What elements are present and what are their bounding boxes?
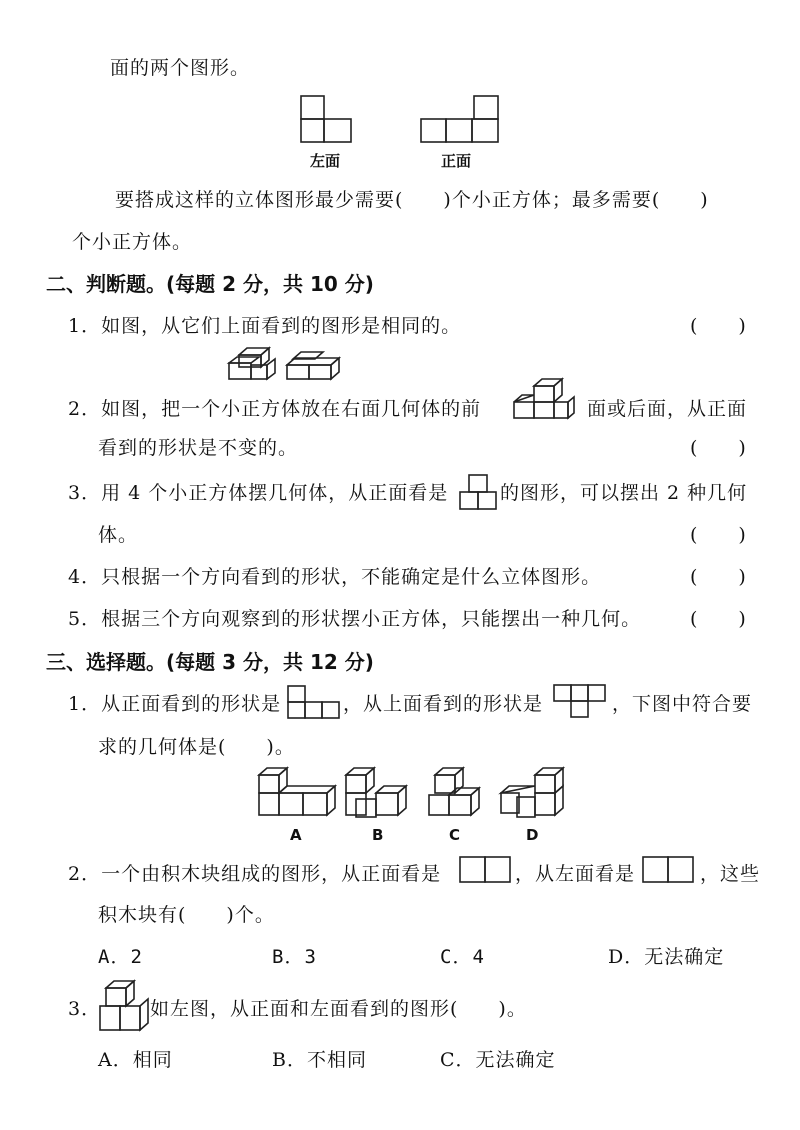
intro-line-1: 面的两个图形。: [110, 57, 251, 79]
s3-q2-left-view-figure: [642, 856, 698, 886]
s3-q2-front-view-figure: [459, 856, 515, 886]
s3-q1-text-d: 求的几何体是( )。: [98, 736, 295, 758]
s2-q1-answer-paren[interactable]: ( ): [690, 315, 747, 337]
s3-q2-text-c: ，这些: [700, 863, 761, 885]
s3-q2-text-b: ，从左面看是: [515, 863, 636, 885]
s3-q3-solid-figure: [96, 978, 152, 1034]
left-view-figure: [300, 95, 360, 145]
s3-q1-option-a-label[interactable]: A: [290, 826, 302, 844]
s3-q3-text: 如左图，从正面和左面看到的图形( )。: [150, 998, 527, 1020]
s2-q3-text-a: 3．用 4 个小正方体摆几何体，从正面看是: [68, 482, 449, 504]
s2-q4-answer-paren[interactable]: ( ): [690, 566, 747, 588]
s2-q3-answer-paren[interactable]: ( ): [690, 524, 747, 546]
s3-q1-option-b-figure[interactable]: [342, 765, 414, 821]
intro-line-2: 要搭成这样的立体图形最少需要( )个小正方体；最多需要( ): [115, 189, 709, 211]
s2-q1-text: 1．如图，从它们上面看到的图形是相同的。: [68, 315, 462, 337]
s2-q3-front-view-figure: [459, 474, 499, 512]
s2-q2-text-a: 2．如图，把一个小正方体放在右面几何体的前: [68, 398, 482, 420]
s2-q2-text-b: 面或后面，从正面: [587, 398, 748, 420]
intro-line-3: 个小正方体。: [72, 231, 193, 253]
s2-q3-text-c: 体。: [98, 524, 139, 546]
left-view-caption: 左面: [310, 152, 341, 170]
s3-q3-option-b[interactable]: B．不相同: [272, 1049, 367, 1071]
s2-q5-text: 5．根据三个方向观察到的形状摆小正方体，只能摆出一种几何。: [68, 608, 642, 630]
s2-q2-solid-figure: [510, 376, 576, 422]
s2-q1-cubes-figure: [225, 345, 345, 385]
s2-q4-text: 4．只根据一个方向看到的形状，不能确定是什么立体图形。: [68, 566, 602, 588]
s3-q1-option-d-figure[interactable]: [497, 765, 567, 821]
s2-q5-answer-paren[interactable]: ( ): [690, 608, 747, 630]
s3-q1-front-view-figure: [287, 685, 343, 721]
s3-q3-option-c[interactable]: C．无法确定: [440, 1049, 556, 1071]
s3-q2-text-a: 2．一个由积木块组成的图形，从正面看是: [68, 863, 442, 885]
s3-q1-option-c-figure[interactable]: [425, 765, 485, 821]
s3-q1-text-c: ，下图中符合要: [612, 693, 753, 715]
front-view-caption: 正面: [441, 152, 472, 170]
s3-q1-text-a: 1．从正面看到的形状是: [68, 693, 282, 715]
s3-q1-option-c-label[interactable]: C: [449, 826, 461, 844]
s3-q3-number: 3．: [68, 998, 102, 1020]
s3-q1-text-b: ，从上面看到的形状是: [343, 693, 544, 715]
s2-q2-text-c: 看到的形状是不变的。: [98, 437, 299, 459]
s3-q1-top-view-figure: [553, 684, 609, 720]
s3-q2-option-d[interactable]: D．无法确定: [608, 946, 725, 968]
s3-q2-option-a[interactable]: A．2: [98, 946, 143, 968]
s3-q2-option-b[interactable]: B．3: [272, 946, 317, 968]
s3-q1-option-d-label[interactable]: D: [526, 826, 539, 844]
s2-q2-answer-paren[interactable]: ( ): [690, 437, 747, 459]
s3-q2-option-c[interactable]: C．4: [440, 946, 485, 968]
s3-q1-option-a-figure[interactable]: [255, 765, 335, 821]
front-view-figure: [420, 95, 505, 145]
s3-q1-option-b-label[interactable]: B: [372, 826, 384, 844]
s2-q3-text-b: 的图形，可以摆出 2 种几何: [500, 482, 748, 504]
s3-q3-option-a[interactable]: A．相同: [98, 1049, 173, 1071]
section-2-title: 二、判断题。(每题 2 分，共 10 分): [46, 272, 374, 296]
s3-q2-text-d: 积木块有( )个。: [98, 904, 275, 926]
section-3-title: 三、选择题。(每题 3 分，共 12 分): [46, 650, 374, 674]
